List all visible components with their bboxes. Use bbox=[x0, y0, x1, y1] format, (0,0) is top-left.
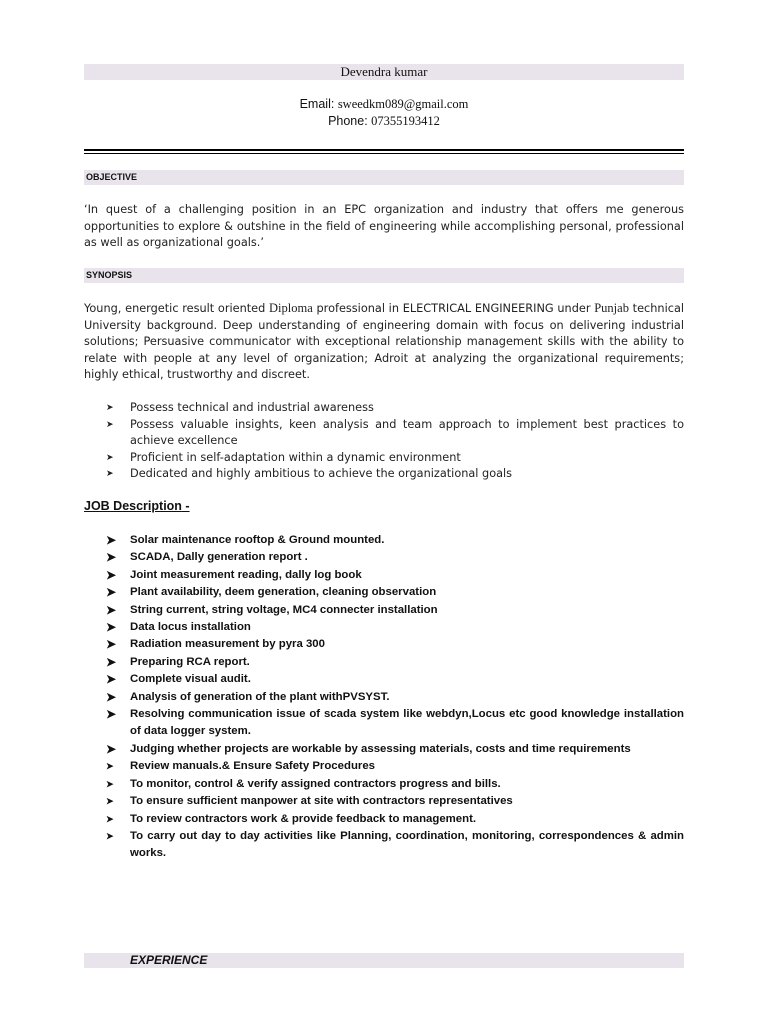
list-item bbox=[84, 793, 684, 810]
experience-heading: EXPERIENCE bbox=[130, 953, 208, 967]
arrowhead-bullet-icon: ➤ bbox=[106, 452, 114, 463]
email-label: Email: bbox=[299, 97, 335, 111]
arrowhead-bullet-icon: ➤ bbox=[106, 567, 117, 582]
bullet-text: Proficient in self-adaptation within a dynamic environment bbox=[130, 450, 461, 464]
list-item bbox=[84, 758, 684, 775]
list-item bbox=[84, 828, 684, 863]
job-item-text: Judging whether projects are workable by assessing materials, costs and time requirements bbox=[130, 742, 631, 755]
email-value: sweedkm089@gmail.com bbox=[337, 97, 469, 111]
list-item bbox=[84, 400, 684, 417]
job-item-text: Plant availability, deem generation, cleaning observation bbox=[130, 586, 437, 599]
job-item-text: To review contractors work & provide feedback to management. bbox=[130, 812, 477, 825]
synopsis-heading-bar bbox=[84, 268, 684, 283]
job-item-text: Joint measurement reading, dally log book bbox=[130, 568, 362, 581]
job-item-text: SCADA, Dally generation report . bbox=[130, 551, 308, 564]
list-item bbox=[84, 567, 684, 584]
arrowhead-bullet-icon: ➤ bbox=[106, 813, 114, 824]
job-item-text: To carry out day to day activities like Planning, coordination, monitoring, correspondences & admin works. bbox=[130, 829, 684, 860]
arrowhead-bullet-icon: ➤ bbox=[106, 602, 117, 617]
job-item-text: Preparing RCA report. bbox=[130, 655, 250, 668]
list-item bbox=[84, 671, 684, 688]
arrowhead-bullet-icon: ➤ bbox=[106, 533, 117, 547]
job-item-text: Resolving communication issue of scada system like webdyn,Locus etc good knowledge installation of data logger system. bbox=[130, 708, 684, 738]
job-item-text: Data locus installation bbox=[130, 621, 251, 634]
job-item-text: Complete visual audit. bbox=[130, 673, 251, 686]
synopsis-diploma: Diploma bbox=[269, 301, 313, 315]
arrowhead-bullet-icon: ➤ bbox=[106, 403, 114, 413]
arrowhead-bullet-icon: ➤ bbox=[106, 778, 114, 789]
job-item-text: Review manuals.& Ensure Safety Procedures bbox=[130, 760, 375, 773]
list-item bbox=[84, 811, 684, 828]
synopsis-heading: SYNOPSIS bbox=[86, 270, 133, 280]
objective-heading: OBJECTIVE bbox=[86, 172, 138, 182]
email-line bbox=[84, 96, 684, 113]
job-item-text: String current, string voltage, MC4 connecter installation bbox=[130, 603, 438, 616]
objective-text: ‘In quest of a challenging position in an EPC organization and industry that offers me generous opportunities to explore & outshine in the field of engineering while accomplishing personal, professional as well as organizational goals.’ bbox=[84, 203, 684, 249]
arrowhead-bullet-icon: ➤ bbox=[106, 620, 117, 635]
list-item bbox=[84, 584, 684, 601]
list-item bbox=[84, 741, 684, 758]
arrowhead-bullet-icon: ➤ bbox=[106, 469, 114, 479]
bullet-text: Possess valuable insights, keen analysis and team approach to implement best practices to achieve excellence bbox=[130, 417, 684, 447]
phone-line bbox=[84, 113, 684, 130]
list-item bbox=[84, 549, 684, 566]
job-heading-suffix: - bbox=[181, 499, 190, 513]
list-item bbox=[84, 450, 684, 467]
header-divider-thin bbox=[84, 153, 684, 154]
list-item bbox=[84, 776, 684, 793]
objective-heading-bar bbox=[84, 170, 684, 185]
arrowhead-bullet-icon: ➤ bbox=[106, 672, 117, 687]
arrowhead-bullet-icon: ➤ bbox=[106, 741, 117, 756]
synopsis-text bbox=[84, 300, 684, 384]
arrowhead-bullet-icon: ➤ bbox=[106, 707, 117, 722]
arrowhead-bullet-icon: ➤ bbox=[106, 637, 117, 652]
phone-value: 07355193412 bbox=[371, 114, 440, 128]
synopsis-punjab: Punjab bbox=[594, 301, 629, 315]
name-bar bbox=[84, 64, 684, 80]
job-item-text: To monitor, control & verify assigned contractors progress and bills. bbox=[130, 777, 501, 790]
list-item bbox=[84, 602, 684, 619]
job-description-heading bbox=[84, 499, 190, 513]
arrowhead-bullet-icon: ➤ bbox=[106, 796, 114, 807]
arrowhead-bullet-icon: ➤ bbox=[106, 654, 117, 669]
arrowhead-bullet-icon: ➤ bbox=[106, 585, 117, 600]
bullet-text: Dedicated and highly ambitious to achieve the organizational goals bbox=[130, 467, 513, 480]
header-divider-thick bbox=[84, 149, 684, 151]
job-heading-text: JOB Description bbox=[84, 499, 182, 513]
job-item-text: Analysis of generation of the plant withPVSYST. bbox=[130, 690, 390, 703]
synopsis-text-part: Young, energetic result oriented bbox=[84, 302, 270, 315]
job-item-text: To ensure sufficient manpower at site with contractors representatives bbox=[130, 795, 513, 808]
list-item bbox=[84, 706, 684, 741]
list-item bbox=[84, 417, 684, 450]
synopsis-text-part: technical University background. Deep understanding of engineering domain with focus on delivering industrial solutions; Persuasive communicator with exceptional relationship management skills with the ability to relate with people at any level of organization; Adroit at analyzing the organizational requirements; highly ethical, trustworthy and discreet. bbox=[84, 302, 685, 381]
arrowhead-bullet-icon: ➤ bbox=[106, 830, 114, 841]
list-item bbox=[84, 532, 684, 549]
candidate-name: Devendra kumar bbox=[340, 64, 428, 79]
arrowhead-bullet-icon: ➤ bbox=[106, 689, 117, 704]
job-item-text: Radiation measurement by pyra 300 bbox=[130, 638, 325, 651]
arrowhead-bullet-icon: ➤ bbox=[106, 419, 114, 430]
synopsis-bullet-list bbox=[84, 400, 684, 483]
list-item bbox=[84, 619, 684, 636]
phone-label: Phone: bbox=[328, 114, 368, 128]
contact-block bbox=[84, 96, 684, 130]
job-description-list bbox=[84, 532, 684, 863]
arrowhead-bullet-icon: ➤ bbox=[106, 761, 114, 772]
synopsis-text-part: professional in ELECTRICAL ENGINEERING under bbox=[312, 302, 595, 315]
arrowhead-bullet-icon: ➤ bbox=[106, 550, 117, 565]
list-item bbox=[84, 654, 684, 671]
job-item-text: Solar maintenance rooftop & Ground mounted. bbox=[130, 534, 385, 546]
list-item bbox=[84, 466, 684, 483]
list-item bbox=[84, 636, 684, 653]
list-item bbox=[84, 689, 684, 706]
bullet-text: Possess technical and industrial awareness bbox=[130, 401, 374, 414]
experience-heading-bar bbox=[84, 953, 684, 968]
